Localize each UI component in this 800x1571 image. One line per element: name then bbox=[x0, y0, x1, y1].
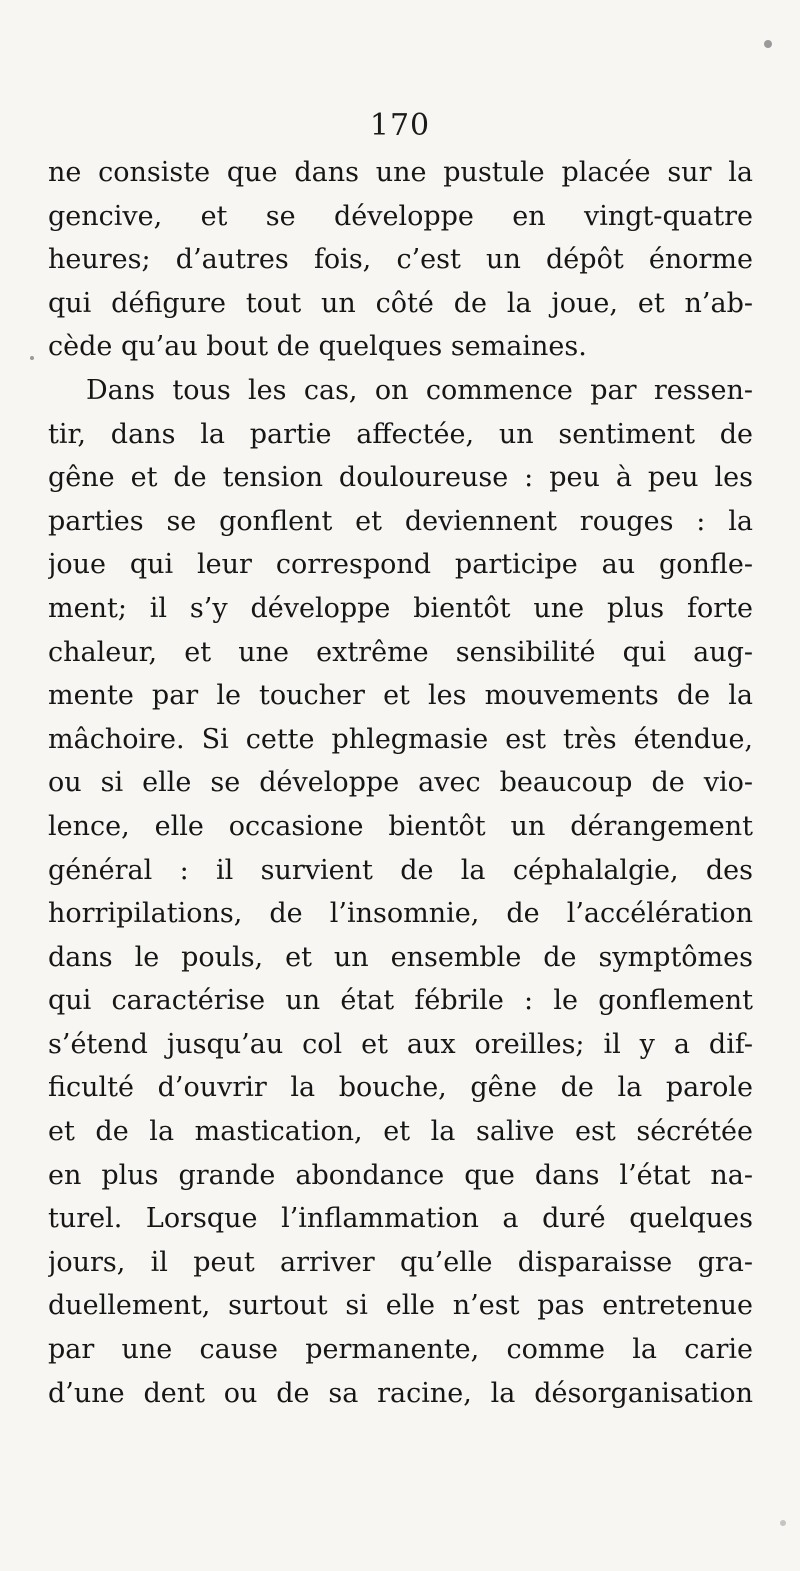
text-line: chaleur, et une extrême sensibilité qui aug- bbox=[48, 636, 753, 668]
paragraph-first-line: Dans tous les cas, on commence par ressen- bbox=[86, 374, 753, 406]
text-line: gêne et de tension douloureuse : peu à peu les bbox=[48, 462, 753, 494]
text-line: ficulté d’ouvrir la bouche, gêne de la parole bbox=[48, 1072, 753, 1104]
text-line: d’une dent ou de sa racine, la désorganisation bbox=[48, 1377, 753, 1409]
text-line: tir, dans la partie affectée, un sentiment de bbox=[48, 418, 753, 450]
text-line: ment; il s’y développe bientôt une plus forte bbox=[48, 592, 753, 624]
text-line: qui caractérise un état fébrile : le gonflement bbox=[48, 985, 753, 1017]
paper-speck bbox=[764, 40, 772, 48]
paper-speck bbox=[30, 356, 34, 360]
body-text bbox=[48, 151, 753, 1415]
text-line: cède qu’au bout de quelques semaines. bbox=[48, 331, 587, 363]
text-line: général : il survient de la céphalalgie, des bbox=[48, 854, 753, 886]
paper-speck bbox=[780, 1520, 786, 1526]
text-line: ou si elle se développe avec beaucoup de vio- bbox=[48, 767, 753, 799]
text-line: et de la mastication, et la salive est sécrétée bbox=[48, 1116, 753, 1148]
text-line: jours, il peut arriver qu’elle disparaisse gra- bbox=[48, 1246, 753, 1278]
text-line: duellement, surtout si elle n’est pas entretenue bbox=[48, 1290, 753, 1322]
text-line: joue qui leur correspond participe au gonfle- bbox=[48, 549, 753, 581]
text-line: gencive, et se développe en vingt-quatre bbox=[48, 200, 753, 232]
text-line: en plus grande abondance que dans l’état na- bbox=[48, 1159, 753, 1191]
text-line: turel. Lorsque l’inflammation a duré quelques bbox=[48, 1203, 753, 1235]
text-line: mente par le toucher et les mouvements de la bbox=[48, 680, 753, 712]
text-line: horripilations, de l’insomnie, de l’accélération bbox=[48, 898, 753, 930]
text-line: qui défigure tout un côté de la joue, et n’ab- bbox=[48, 287, 753, 319]
text-line: dans le pouls, et un ensemble de symptômes bbox=[48, 941, 753, 973]
text-line: mâchoire. Si cette phlegmasie est très étendue, bbox=[48, 723, 753, 755]
text-line: parties se gonflent et deviennent rouges : la bbox=[48, 505, 753, 537]
text-line: par une cause permanente, comme la carie bbox=[48, 1334, 753, 1366]
text-line: lence, elle occasione bientôt un dérangement bbox=[48, 810, 753, 842]
text-line: ne consiste que dans une pustule placée sur la bbox=[48, 157, 753, 188]
text-line: heures; d’autres fois, c’est un dépôt énorme bbox=[48, 244, 753, 276]
text-line: s’étend jusqu’au col et aux oreilles; il y a dif- bbox=[48, 1028, 753, 1060]
page-number: 170 bbox=[369, 108, 431, 143]
